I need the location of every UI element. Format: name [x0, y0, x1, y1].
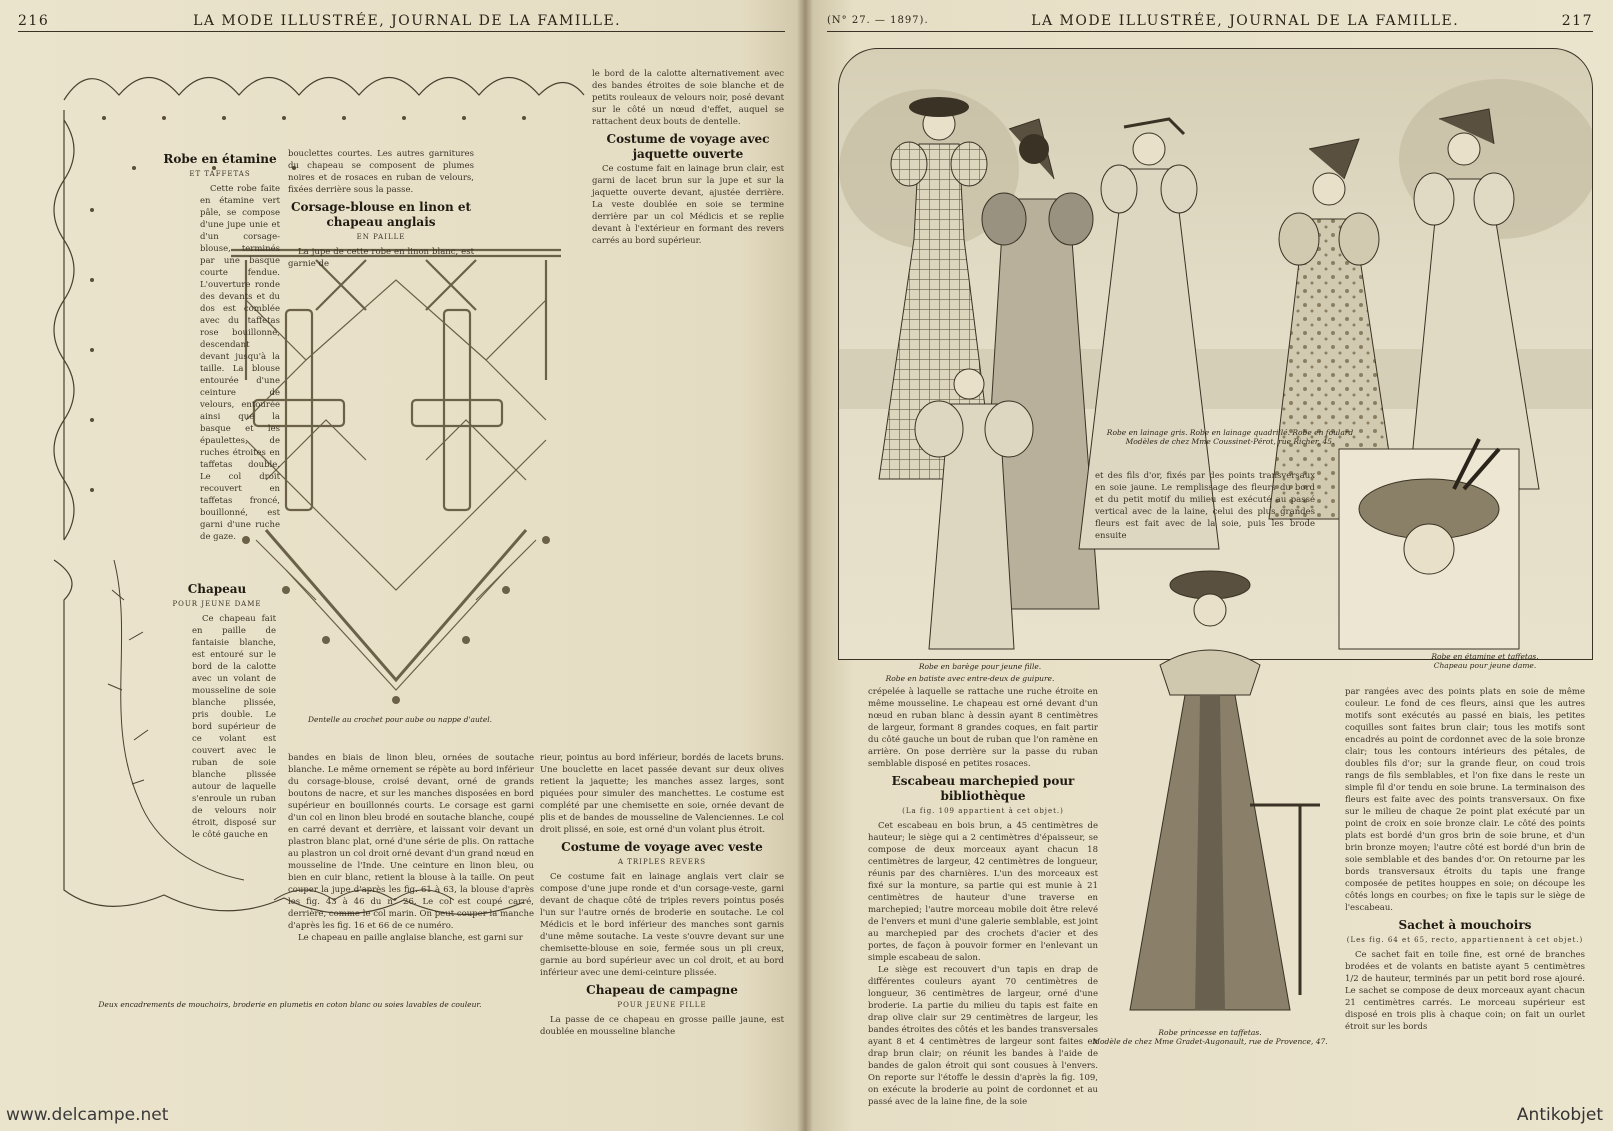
- heading-costume-veste: Costume de voyage avec veste: [561, 840, 763, 854]
- left-column-c: le bord de la calotte alternativement avec des bandes étroites de soie blanche et de petits rouleaux de velours noir, posé devant sur le côté un nœud d'effet, auquel se rattachent deux bouts de dentelle. Costume de voyage avec jaquette ouverte Ce costume fait en lainage brun clair, est garni de lacet brun sur la jupe et sur la jaquette ouverte devant, ajustée derrière. La veste doublée en soie se termine derrière par un col Médicis et se replie devant à l'extérieur en formant des revers carrés au bord supérieur.: [592, 69, 784, 246]
- heading-sachet: Sachet à mouchoirs: [1398, 918, 1532, 932]
- heading-robe-etamine: Robe en étamine: [163, 152, 277, 166]
- center-figure-caption: Robe princesse en taffetas. Modèle de chez Mme Gradet-Augonault, rue de Provence, 47.: [1092, 1028, 1328, 1046]
- left-column-b: bouclettes courtes. Les autres garnitures du chapeau se composent de plumes noires et de rosaces en ruban de velours, fixées derrière sous la passe. Corsage-blouse en linon et chapeau anglais EN PAILLE La jupe de cette robe en linon blanc, est garnie de: [288, 149, 474, 269]
- left-column-a-2: Chapeau POUR JEUNE DAME Ce chapeau fait en paille de fantaisie blanche, est entouré sur le bord de la calotte avec un volant de mousseline de soie blanche plissée, pris double. Le bord supérieur de ce volant est couvert avec le ruban de soie blanche plissée autour de laquelle s'enroule un ruban de velours noir étroit, disposé sur le côté gauche en: [158, 578, 276, 841]
- border-caption: Deux encadrements de mouchoirs, broderie en plumetis en coton blanc ou soies lavables de couleur.: [98, 1000, 482, 1009]
- book-gutter: [797, 0, 813, 1131]
- issue-number: (N° 27. — 1897).: [827, 15, 929, 26]
- left-column-c-2: rieur, pointus au bord inférieur, bordés de lacets bruns. Une bouclette en lacet passée devant sur deux olives retient la jaquette; les manches assez larges, sont piquées pour simuler des manchettes. Le costume est complété par une chemisette en soie, ornée devant de plis et de bandes de mousseline de Valenciennes. Le col droit plissé, en soie, est orné d'un volant plus étroit. Costume de voyage avec veste A TRIPLES REVERS Ce costume fait en lainage anglais vert clair se compose d'une jupe ronde et d'un corsage-veste, garni devant de chaque côté de triples revers pointus posés l'un sur l'autre ornés de broderie en soutache. Le col Médicis et le bord inférieur des manches sont garnis d'une même soutache. La veste s'ouvre devant sur une chemisette-blouse en soie, fermée sous un pli creux, garnie au bord supérieur avec un col droit, et au bord inférieur avec une demi-ceinture plissée. Chapeau de campagne POUR JEUNE FILLE La passe de ce chapeau en grosse paille jaune, est doublée en mousseline blanche: [540, 753, 784, 1037]
- left-column-a: Robe en étamine ET TAFFETAS Cette robe faite en étamine vert pâle, se compose d'une jupe unie et d'un corsage-blouse, terminés par une basque courte fendue. L'ouverture ronde des devants et du dos est comblée avec du taffetas rose bouillonné, descendant devant jusqu'à la taille. La blouse entourée d'une ceinture de velours, entourée ainsi que la basque et les épaulettes, de ruches étroites en taffetas double. Le col droit recouvert en taffetas froncé, bouillonné, est garni d'une ruche de gaze.: [160, 148, 280, 543]
- left-page-number: 216: [18, 12, 50, 29]
- left-journal-title: LA MODE ILLUSTRÉE, JOURNAL DE LA FAMILLE.: [193, 12, 622, 29]
- heading-costume-jaquette: Costume de voyage avec jaquette ouverte: [606, 132, 770, 161]
- plate-caption-top: Robe en lainage gris. Robe en lainage quadrillé. Robe en foulard Modèles de chez Mme Coussinet-Pérot, rue Richer, 45.: [1106, 428, 1354, 446]
- right-journal-title: LA MODE ILLUSTRÉE, JOURNAL DE LA FAMILLE.: [1031, 12, 1460, 29]
- watermark-delcampe: www.delcampe.net: [6, 1105, 169, 1125]
- plate-caption-right: Robe en étamine et taffetas. Chapeau pour jeune dame.: [1431, 652, 1539, 670]
- plate-caption-left: Robe en barège pour jeune fille.: [918, 662, 1042, 671]
- left-column-b-2: bandes en biais de linon bleu, ornées de soutache blanche. Le même ornement se répète au bord inférieur du corsage-blouse, croisé devant, orné de grands boutons de nacre, et sur les manches disposées en bord supérieur en bouillonnés courts. Le corsage est garni d'un col en linon bleu brodé en soutache blanche, coupé en carré devant et derrière, et laissant voir devant un plastron blanc plat, orné d'une série de plis. On rattache au plastron un col droit orné devant d'un grand nœud en mousseline de l'Inde. Une ceinture en linon bleu, ou bien en cuir blanc, retient la blouse à la taille. On peut couper la jupe d'après les fig. 61 à 63, la blouse d'après les fig. 43 à 46 du n° 26. Le col est coupé carré, derrière, comme le col marin. On peut couper la manche d'après les fig. 16 et 66 de ce numéro. Le chapeau en paille anglaise blanche, est garni sur: [288, 753, 534, 943]
- left-page: [0, 0, 805, 1131]
- watermark-antikobjet: Antikobjet: [1516, 1105, 1603, 1125]
- right-page-number: 217: [1561, 12, 1593, 29]
- right-column-a: crépelée à laquelle se rattache une ruche étroite en même mousseline. Le chapeau est orné devant d'un nœud en ruban blanc à dessin ayant 8 centimètres de largeur, formant 8 grandes coques, en fait partir du côté gauche un bout de ruban que l'on ramène en arrière. On pose derrière sur la passe du ruban semblable disposé en petites rosaces. Escabeau marchepied pour bibliothèque (La fig. 109 appartient à cet objet.) Cet escabeau en bois brun, a 45 centimètres de hauteur; le siège qui a 2 centimètres d'épaisseur, se compose de deux morceaux ayant chacun 18 centimètres de largeur, 42 centimètres de longueur, réunis par des charnières. L'un des morceaux est fixé sur la monture, sa partie qui est munie à 21 centimètres de hauteur d'une traverse en marchepied; l'autre morceau mobile doit être relevé de l'envers et muni d'une galerie semblable, est joint au marchepied par des crochets d'acier et des portes, de façon à pouvoir former en l'enlevant un simple escabeau de salon. Le siège est recouvert d'un tapis en drap de différentes couleurs ayant 70 centimètres de longueur, 36 centimètres de largeur, orné d'une broderie. La partie du milieu du tapis est faite en drap olive clair sur 29 centimètres de largeur, les bandes étroites des côtés et les bandes transversales ayant 8 et 4 centimètres de largeur sont faites en drap brun clair; on réunit les bandes à l'aide de bandes de galon étroit qui sont cousues à l'envers. On reporte sur l'étoffe le dessin d'après la fig. 109, on exécute la broderie au point de cordonnet et au passé avec de la laine fine, de la soie: [868, 687, 1098, 1107]
- lace-caption: Dentelle au crochet pour aube ou nappe d'autel.: [307, 715, 493, 724]
- heading-escabeau: Escabeau marchepied pour bibliothèque: [891, 774, 1075, 803]
- right-center-text: et des fils d'or, fixés par des points transversaux en soie jaune. Le remplissage des fleurs du bord et du petit motif du milieu est exécuté au passé vertical avec de la laine, celui des plus grandes fleurs est fait avec de la soie, puis les brode ensuite: [1095, 471, 1315, 541]
- right-running-head: [827, 10, 1593, 32]
- right-column-b: par rangées avec des points plats en soie de même couleur. Le fond de ces fleurs, ainsi que les autres motifs sont exécutés au passé en biais, les petites coquilles sont faites brun clair; tous les motifs sont encadrés au point de cordonnet avec de la soie bronze clair; tous les contours intérieurs des pétales, de doubles fils d'or; sur la grande fleur, on coud trois rangs de fils semblables, et l'on fixe dans le reste un simple fil d'or tendu en soie brune. La terminaison des fleurs est faite avec des points transversaux. On fixe sur le milieu de chaque 2e point plat exécuté par un point de croix en soie bronze clair. Le côté des points plats est bordé d'un gros brin de soie brune, et d'un brin bronze moyen; l'autre côté est bordé d'un brin de soie semblable et des bandes d'or. On retourne par les bords transversaux étroits du tapis une frange composée de petites houppes en soie; on découpe les côtés longs en courbes; on fixe le tapis sur le siège de l'escabeau. Sachet à mouchoirs (Les fig. 64 et 65, recto, appartiennent à cet objet.) Ce sachet fait en toile fine, est orné de branches brodées et de volants en batiste ayant 5 centimètres 1/2 de hauteur, terminés par un petit bord rose ajouré. Le sachet se compose de deux morceaux ayant chacun 21 centimètres carrés. Le morceau supérieur est disposé en trois plis à chaque coin; on fait un ourlet étroit sur les bords: [1345, 687, 1585, 1032]
- heading-corsage-blouse: Corsage-blouse en linon et chapeau anglais: [290, 200, 472, 229]
- mid-caption: Robe en batiste avec entre-deux de guipure.: [885, 674, 1055, 683]
- heading-chapeau: Chapeau: [187, 582, 247, 596]
- heading-chapeau-campagne: Chapeau de campagne: [586, 983, 738, 997]
- left-running-head: [18, 10, 785, 32]
- princess-dress-figure: [1100, 555, 1320, 1025]
